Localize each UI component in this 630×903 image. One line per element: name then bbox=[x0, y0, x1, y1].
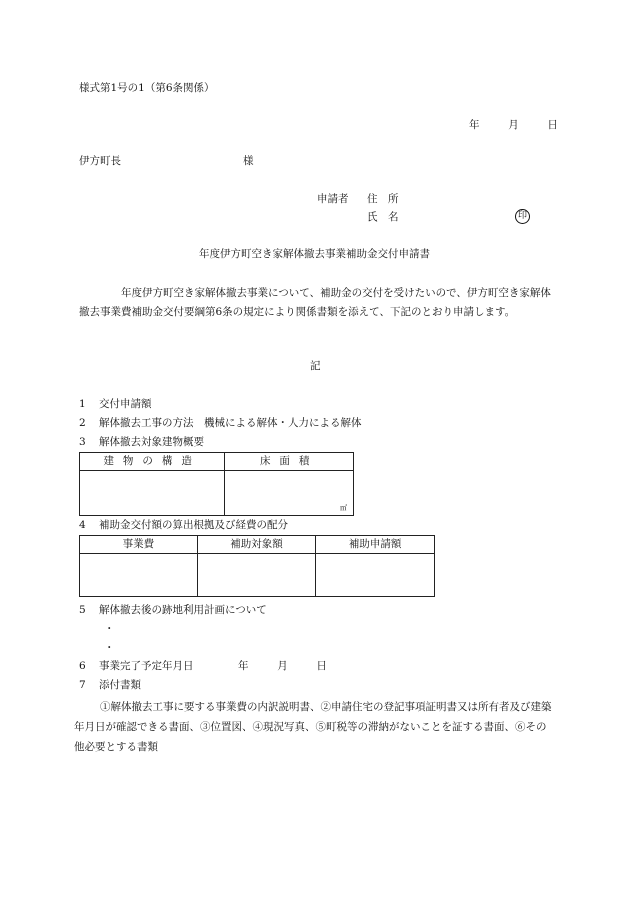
list-item-5: 5 解体撤去後の跡地利用計画について bbox=[79, 604, 267, 616]
building-table-header-area: 床面積 bbox=[225, 453, 354, 471]
subsidy-table-header-eligible: 補助対象額 bbox=[197, 536, 316, 554]
attachments-text: ①解体撤去工事に要する事業費の内訳説明書、②申請住宅の登記事項証明書又は所有者及び建築年月日が確認できる書面、③位置図、④現況写真、⑤町税等の滞納がないことを証する書面、⑥その他必要とする書類 bbox=[74, 701, 552, 753]
addressee-name: 伊方町長 bbox=[79, 155, 121, 167]
ki-heading: 記 bbox=[310, 360, 321, 372]
unit-square-meter: ㎡ bbox=[340, 503, 347, 512]
applicant-label: 申請者 bbox=[317, 193, 349, 205]
floor-area-cell[interactable] bbox=[225, 471, 354, 516]
list-item-6: 6 事業完了予定年月日 bbox=[79, 660, 194, 672]
requested-amount-cell[interactable] bbox=[316, 554, 435, 597]
seal-mark-icon: 印 bbox=[515, 209, 530, 224]
completion-year: 年 bbox=[238, 660, 249, 672]
list-item-3: 3 解体撤去対象建物概要 bbox=[79, 436, 204, 448]
project-cost-cell[interactable] bbox=[80, 554, 198, 597]
subsidy-table-header-cost: 事業費 bbox=[80, 536, 198, 554]
form-number: 様式第1号の1（第6条関係） bbox=[79, 82, 215, 94]
body-paragraph bbox=[79, 284, 551, 322]
applicant-address-label: 住 所 bbox=[367, 193, 399, 205]
list-item-7: 7 添付書類 bbox=[79, 679, 141, 691]
applicant-name-label: 氏 名 bbox=[367, 211, 399, 223]
date-month: 月 bbox=[508, 119, 519, 131]
bullet-2: ・ bbox=[104, 642, 115, 654]
building-table bbox=[79, 452, 354, 516]
building-structure-cell[interactable] bbox=[80, 471, 225, 516]
list-item-4: 4 補助金交付額の算出根拠及び経費の配分 bbox=[79, 519, 288, 531]
completion-month: 月 bbox=[277, 660, 288, 672]
document-title: 年度伊方町空き家解体撤去事業補助金交付申請書 bbox=[199, 248, 430, 260]
date-line bbox=[469, 119, 558, 132]
list-item-1: 1 交付申請額 bbox=[79, 398, 152, 410]
eligible-amount-cell[interactable] bbox=[197, 554, 316, 597]
completion-date bbox=[238, 660, 327, 673]
completion-day: 日 bbox=[316, 660, 327, 672]
body-text: 年度伊方町空き家解体撤去事業について、補助金の交付を受けたいので、伊方町空き家解体撤去事業費補助金交付要綱第6条の規定により関係書類を添えて、下記のとおり申請します。 bbox=[79, 287, 551, 318]
date-day: 日 bbox=[547, 119, 558, 131]
bullet-1: ・ bbox=[104, 623, 115, 635]
addressee-honorific: 様 bbox=[243, 155, 254, 167]
date-year: 年 bbox=[469, 119, 480, 131]
subsidy-table-header-request: 補助申請額 bbox=[316, 536, 435, 554]
list-item-2: 2 解体撤去工事の方法 機械による解体・人力による解体 bbox=[79, 417, 362, 429]
subsidy-table bbox=[79, 535, 435, 597]
attachments-paragraph bbox=[74, 697, 554, 757]
building-table-header-structure: 建物の構造 bbox=[80, 453, 225, 471]
